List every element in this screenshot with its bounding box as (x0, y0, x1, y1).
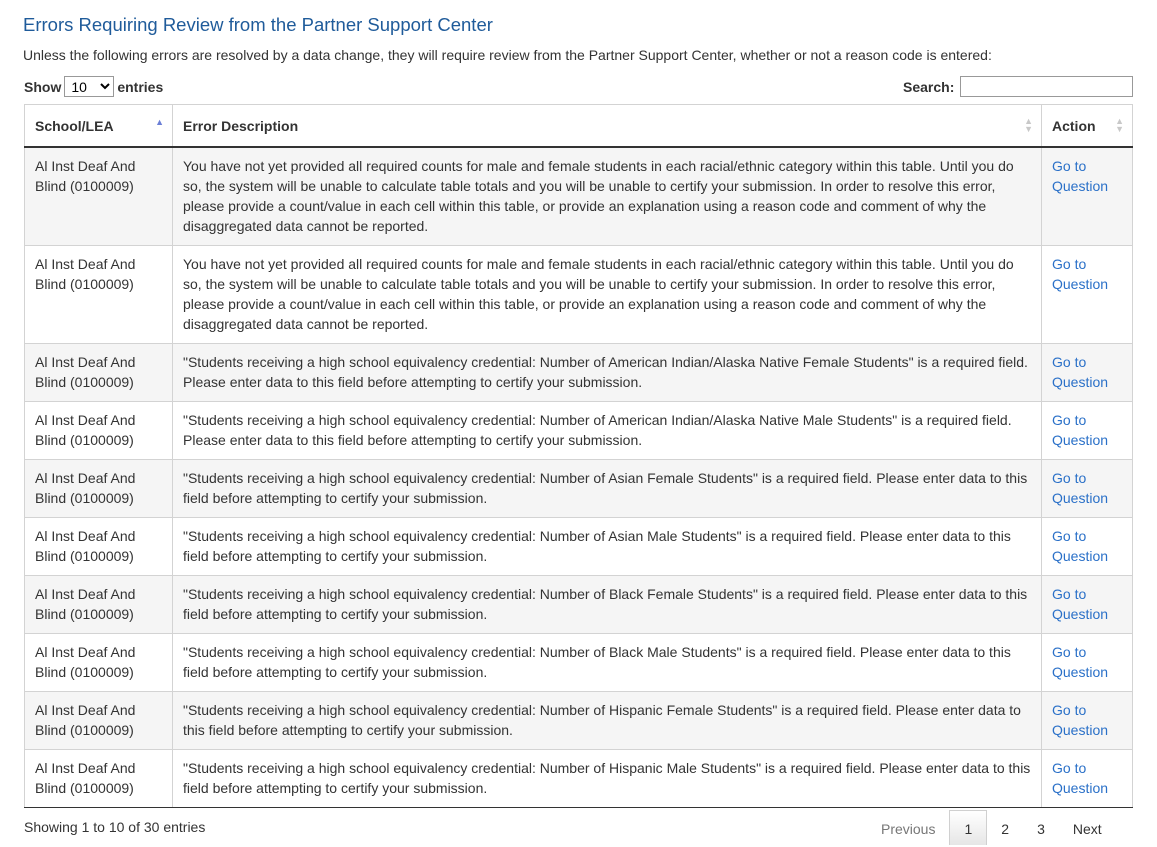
sort-both-icon: ▲ ▼ (1115, 116, 1124, 134)
table-row (25, 402, 1133, 460)
action-cell (1042, 576, 1133, 634)
table-row (25, 246, 1133, 344)
entries-select[interactable] (64, 76, 114, 97)
school-cell: Al Inst Deaf And Blind (0100009) (25, 576, 173, 634)
go-to-question-link[interactable]: Go to Question (1052, 412, 1109, 448)
go-to-question-link[interactable]: Go to Question (1052, 354, 1109, 390)
description-cell: "Students receiving a high school equivalency credential: Number of Hispanic Male Students" is a required field. Please enter data to this field before attempting to certify your submission. (173, 750, 1042, 808)
go-to-question-link[interactable]: Go to Question (1052, 528, 1109, 564)
action-cell (1042, 147, 1133, 246)
table-row (25, 576, 1133, 634)
action-cell (1042, 518, 1133, 576)
intro-text: Unless the following errors are resolved by a data change, they will require review from the Partner Support Center, whether or not a reason code is entered: (23, 47, 992, 63)
go-to-question-link[interactable]: Go to Question (1052, 760, 1109, 796)
sort-ascending-icon: ▲ (155, 117, 164, 127)
next-page-button[interactable]: Next (1072, 820, 1102, 837)
go-to-question-link[interactable]: Go to Question (1052, 644, 1109, 680)
search-label: Search: (903, 78, 955, 95)
action-cell (1042, 634, 1133, 692)
table-row (25, 518, 1133, 576)
description-cell: "Students receiving a high school equivalency credential: Number of Asian Female Students" is a required field. Please enter data to this field before attempting to certify your submission. (173, 460, 1042, 518)
go-to-question-link[interactable]: Go to Question (1052, 702, 1109, 738)
column-header-school-label: School/LEA (35, 117, 114, 134)
school-cell: Al Inst Deaf And Blind (0100009) (25, 147, 173, 246)
action-cell (1042, 246, 1133, 344)
column-header-description[interactable] (173, 105, 1042, 148)
entries-label: entries (117, 78, 164, 95)
page-button-1[interactable]: 1 (949, 810, 987, 845)
search-input[interactable] (960, 76, 1133, 97)
page-button-2[interactable]: 2 (1001, 820, 1010, 837)
description-cell: "Students receiving a high school equivalency credential: Number of Hispanic Female Students" is a required field. Please enter data to this field before attempting to certify your submission. (173, 692, 1042, 750)
description-cell: "Students receiving a high school equivalency credential: Number of American Indian/Alaska Native Female Students" is a required field. Please enter data to this field before attempting to certify your submission. (173, 344, 1042, 402)
table-header-row (25, 105, 1133, 148)
table-row (25, 692, 1133, 750)
table-row (25, 634, 1133, 692)
pagination (867, 810, 1116, 845)
school-cell: Al Inst Deaf And Blind (0100009) (25, 460, 173, 518)
entries-length-control (24, 76, 163, 97)
table-row (25, 344, 1133, 402)
show-label: Show (24, 78, 62, 95)
description-cell: You have not yet provided all required counts for male and female students in each racial/ethnic category within this table. Until you do so, the system will be unable to calculate table totals and you will be unable to certify your submission. In order to resolve this error, please provide a count/value in each cell within this table, or provide an explanation using a reason code and comment of why the disaggregated data cannot be reported. (173, 246, 1042, 344)
school-cell: Al Inst Deaf And Blind (0100009) (25, 634, 173, 692)
description-cell: "Students receiving a high school equivalency credential: Number of Black Female Students" is a required field. Please enter data to this field before attempting to certify your submission. (173, 576, 1042, 634)
table-info: Showing 1 to 10 of 30 entries (24, 819, 206, 835)
search-control (903, 76, 1133, 97)
sort-both-icon: ▲ ▼ (1024, 116, 1033, 134)
action-cell (1042, 402, 1133, 460)
description-cell: "Students receiving a high school equivalency credential: Number of American Indian/Alaska Native Male Students" is a required field. Please enter data to this field before attempting to certify your submission. (173, 402, 1042, 460)
table-row (25, 147, 1133, 246)
column-header-description-label: Error Description (183, 117, 299, 134)
page-title: Errors Requiring Review from the Partner Support Center (23, 14, 493, 35)
school-cell: Al Inst Deaf And Blind (0100009) (25, 344, 173, 402)
column-header-action-label: Action (1052, 117, 1096, 134)
column-header-action[interactable] (1042, 105, 1133, 148)
column-header-school[interactable] (25, 105, 173, 148)
action-cell (1042, 460, 1133, 518)
go-to-question-link[interactable]: Go to Question (1052, 470, 1109, 506)
previous-page-button[interactable]: Previous (881, 820, 936, 837)
page-button-3[interactable]: 3 (1037, 820, 1045, 837)
description-cell: "Students receiving a high school equivalency credential: Number of Black Male Students" is a required field. Please enter data to this field before attempting to certify your submission. (173, 634, 1042, 692)
description-cell: You have not yet provided all required counts for male and female students in each racial/ethnic category within this table. Until you do so, the system will be unable to calculate table totals and you will be unable to certify your submission. In order to resolve this error, please provide a count/value in each cell within this table, or provide an explanation using a reason code and comment of why the disaggregated data cannot be reported. (173, 147, 1042, 246)
action-cell (1042, 344, 1133, 402)
go-to-question-link[interactable]: Go to Question (1052, 256, 1109, 292)
table-row (25, 750, 1133, 808)
table-row (25, 460, 1133, 518)
action-cell (1042, 692, 1133, 750)
go-to-question-link[interactable]: Go to Question (1052, 158, 1109, 194)
school-cell: Al Inst Deaf And Blind (0100009) (25, 750, 173, 808)
school-cell: Al Inst Deaf And Blind (0100009) (25, 692, 173, 750)
description-cell: "Students receiving a high school equivalency credential: Number of Asian Male Students" is a required field. Please enter data to this field before attempting to certify your submission. (173, 518, 1042, 576)
school-cell: Al Inst Deaf And Blind (0100009) (25, 402, 173, 460)
action-cell (1042, 750, 1133, 808)
errors-table (24, 104, 1133, 808)
go-to-question-link[interactable]: Go to Question (1052, 586, 1109, 622)
school-cell: Al Inst Deaf And Blind (0100009) (25, 518, 173, 576)
school-cell: Al Inst Deaf And Blind (0100009) (25, 246, 173, 344)
